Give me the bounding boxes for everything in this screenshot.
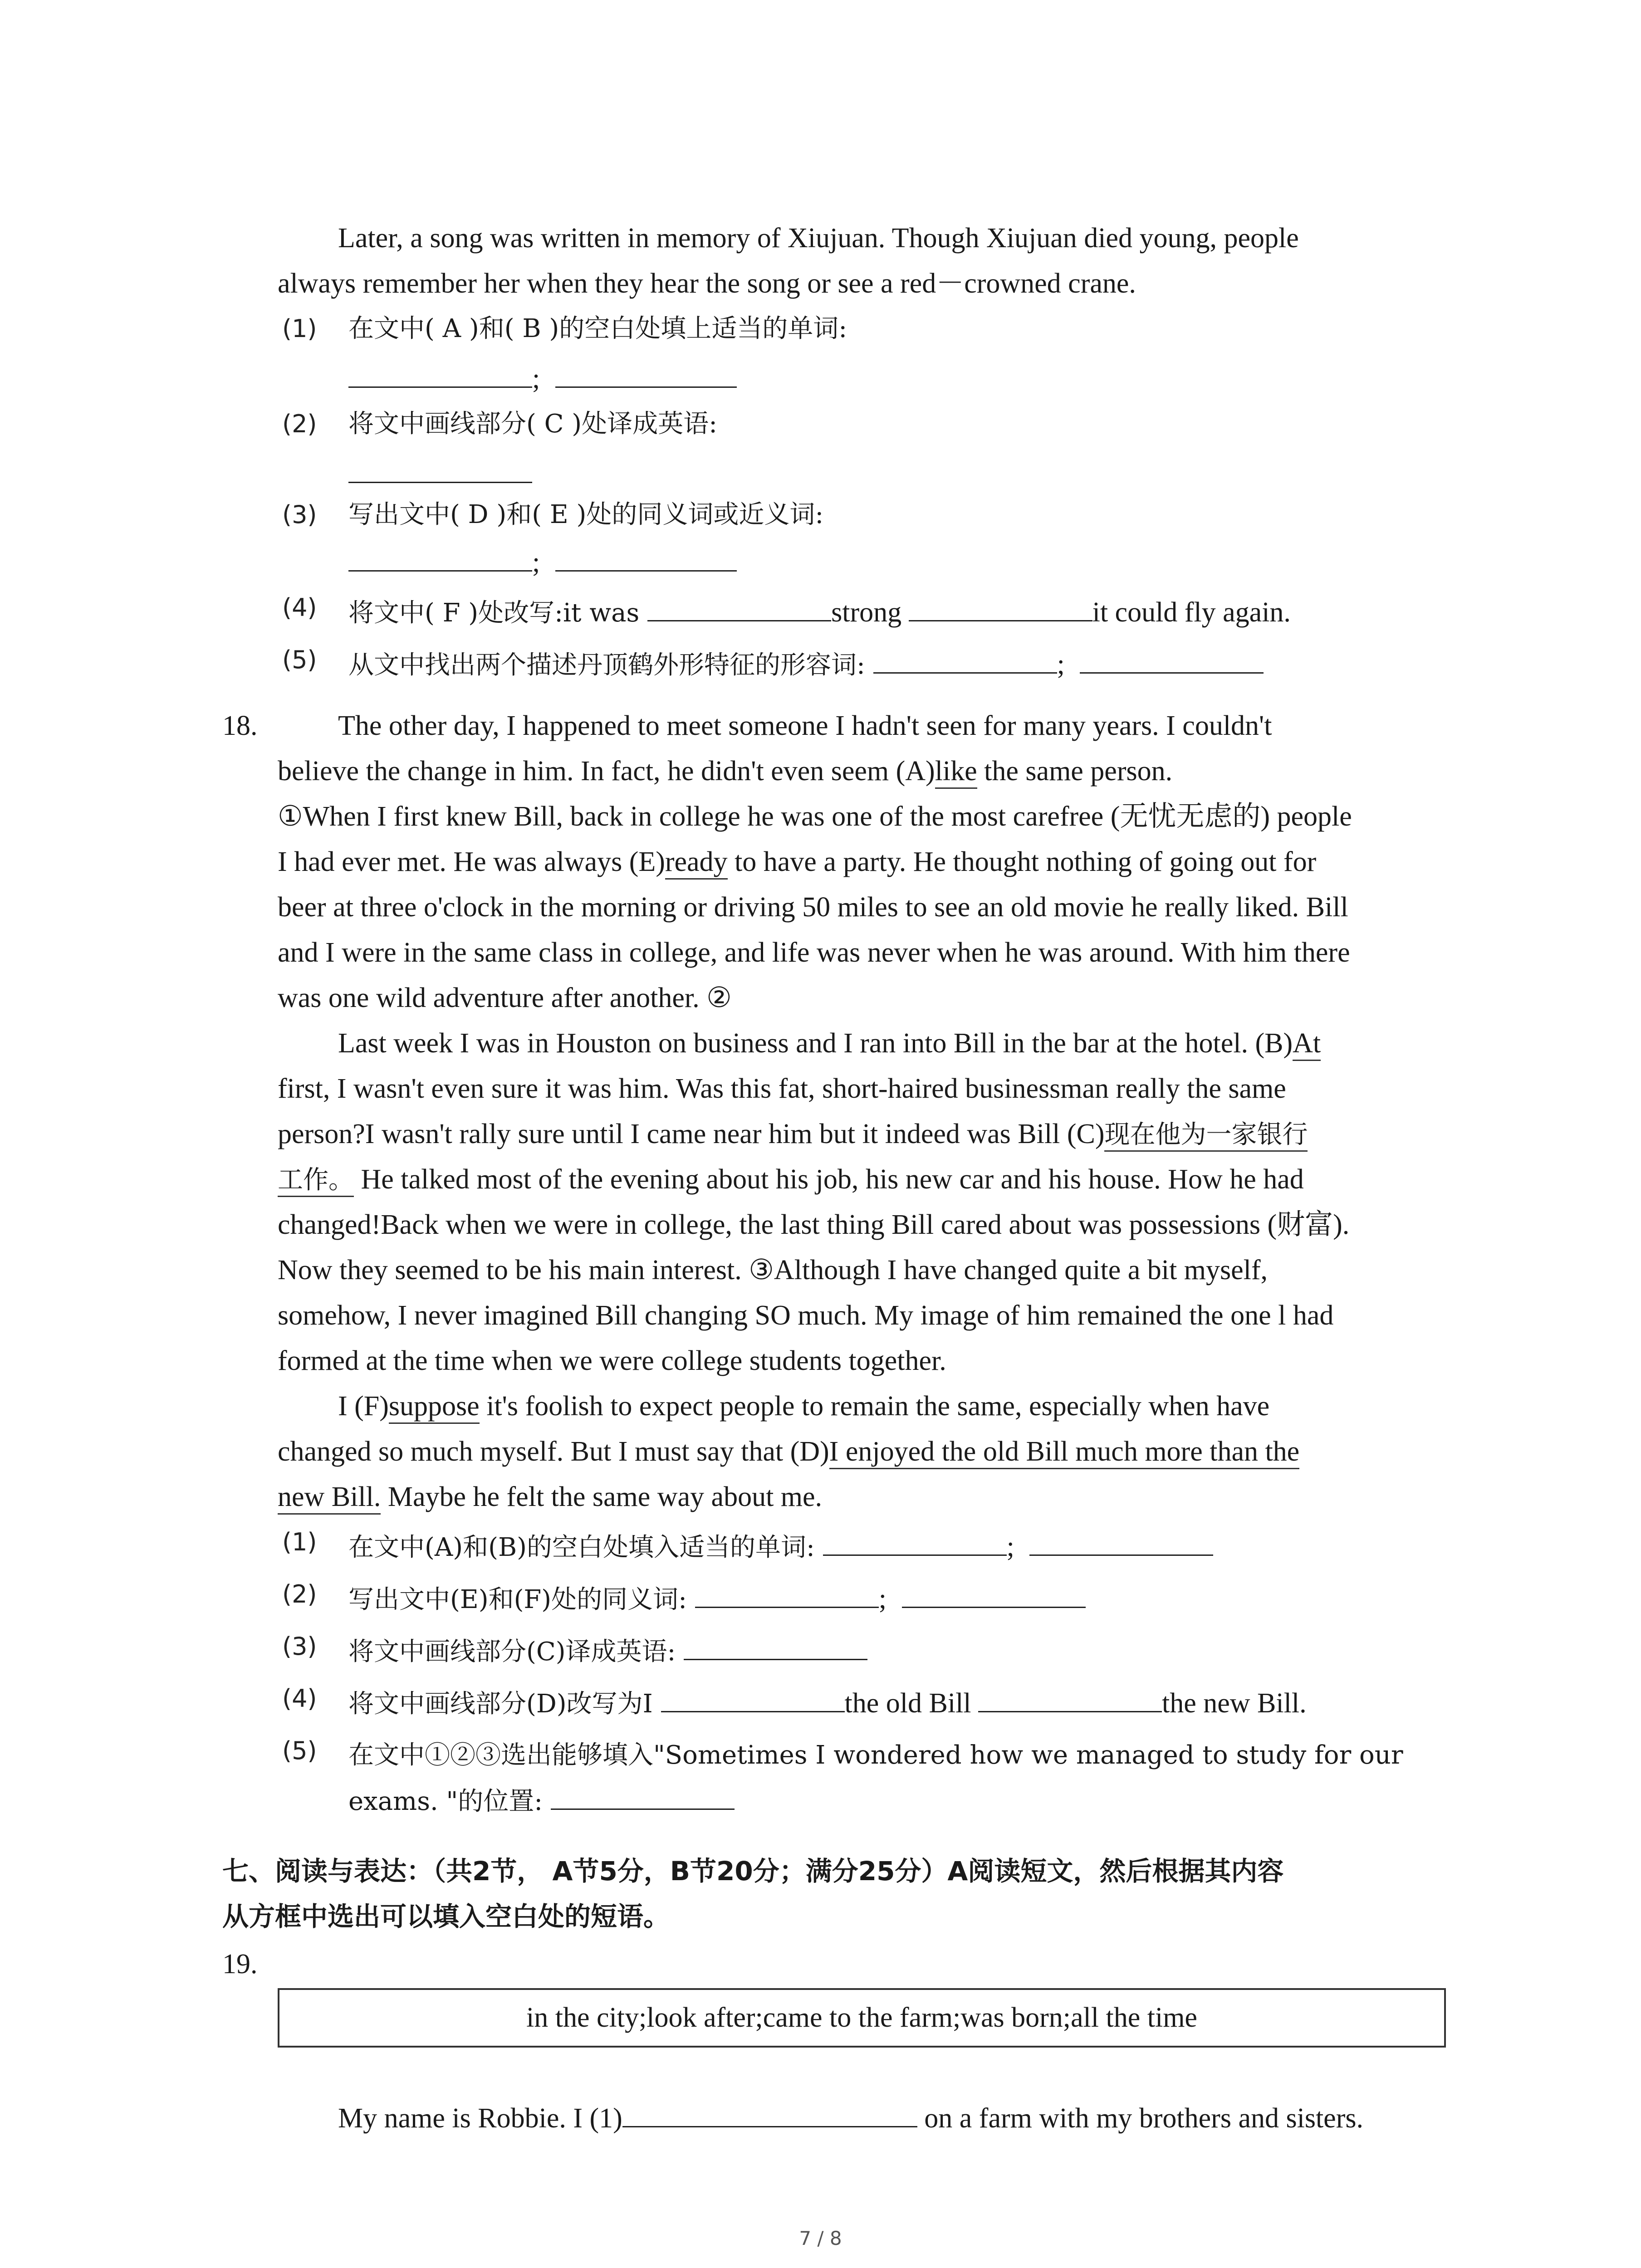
question-number: (5)	[282, 1736, 317, 1765]
question-number: (1)	[282, 314, 317, 343]
answer-blank[interactable]	[647, 597, 831, 621]
answer-blank[interactable]	[978, 1688, 1162, 1712]
underlined-phrase: I enjoyed the old Bill much more than the	[829, 1436, 1300, 1469]
question-number: (4)	[282, 593, 317, 622]
underlined-word: suppose	[389, 1391, 480, 1424]
answer-blank[interactable]	[684, 1636, 867, 1660]
word-bank-box: in the city;look after;came to the farm;was born;all the time	[278, 1988, 1446, 2048]
separator: ;	[532, 547, 540, 578]
paragraph-line: new Bill. Maybe he felt the same way about me.	[278, 1479, 822, 1515]
paragraph-line: I had ever met. He was always (E)ready to have a party. He thought nothing of going out for	[278, 844, 1316, 880]
paragraph-line: changed!Back when we were in college, the last thing Bill cared about was possessions (财富).	[278, 1209, 1350, 1240]
question-number: (5)	[282, 645, 317, 674]
answer-row	[348, 544, 737, 581]
paragraph-line: I (F)suppose it's foolish to expect people to remain the same, especially when have	[338, 1388, 1269, 1424]
paragraph-line: Now they seemed to be his main interest. ③Although I have changed quite a bit myself,	[278, 1255, 1268, 1286]
paragraph-line: person?I wasn't rally sure until I came near him but it indeed was Bill (C)现在他为一家银行	[278, 1116, 1308, 1153]
question-text-part: 将文中( F )处改写:it was	[348, 598, 648, 628]
answer-blank[interactable]	[695, 1584, 879, 1608]
paragraph-line: The other day, I happened to meet someone I hadn't seen for many years. I couldn't	[338, 710, 1272, 741]
underlined-phrase: new Bill.	[278, 1481, 381, 1515]
answer-blank[interactable]	[551, 1786, 735, 1810]
answer-blank[interactable]	[902, 1584, 1086, 1608]
question-number: (1)	[282, 1528, 317, 1556]
separator: ;	[1006, 1531, 1014, 1562]
answer-blank[interactable]	[348, 459, 532, 483]
paragraph-line: Last week I was in Houston on business and I ran into Bill in the bar at the hotel. (B)At	[338, 1025, 1321, 1061]
paragraph-line: and I were in the same class in college, and life was never when he was around. With him there	[278, 937, 1350, 968]
underlined-word: ready	[665, 846, 728, 880]
answer-blank[interactable]	[555, 364, 737, 388]
paragraph-line: beer at three o'clock in the morning or driving 50 miles to see an old movie he really liked. Bill	[278, 892, 1348, 923]
paragraph-line: somehow, I never imagined Bill changing SO much. My image of him remained the one l had	[278, 1300, 1334, 1331]
question-number: (3)	[282, 1632, 317, 1661]
paragraph-line: was one wild adventure after another. ②	[278, 982, 732, 1013]
question-text: 将文中画线部分(D)改写为I the old Bill the new Bill.	[348, 1688, 1307, 1719]
question-text-part: 从文中找出两个描述丹顶鹤外形特征的形容词:	[348, 650, 873, 680]
answer-blank[interactable]	[348, 364, 532, 388]
answer-blank[interactable]	[873, 650, 1057, 674]
question-number: (2)	[282, 410, 317, 438]
question-text: 将文中画线部分( C )处译成英语:	[348, 409, 718, 439]
paragraph-line: changed so much myself. But I must say that (D)I enjoyed the old Bill much more than the	[278, 1433, 1299, 1470]
underlined-word: At	[1293, 1028, 1321, 1061]
answer-blank[interactable]	[823, 1532, 1007, 1556]
separator: ;	[878, 1584, 887, 1614]
question-number: (2)	[282, 1580, 317, 1608]
question-number: (3)	[282, 500, 317, 529]
section-heading: 从方框中选出可以填入空白处的短语。	[222, 1901, 670, 1932]
answer-row	[348, 361, 737, 397]
answer-blank[interactable]	[348, 547, 532, 572]
paragraph-line: first, I wasn't even sure it was him. Was this fat, short-haired businessman really the same	[278, 1073, 1286, 1104]
question-text: 在文中(A)和(B)的空白处填入适当的单词: ;	[348, 1529, 1213, 1566]
paragraph-line: always remember her when they hear the song or see a red－crowned crane.	[278, 268, 1136, 299]
answer-row	[348, 456, 532, 492]
question-text: 在文中①②③选出能够填入"Sometimes I wondered how we managed to study for our	[348, 1740, 1403, 1770]
answer-blank[interactable]	[909, 597, 1092, 621]
question-number: (4)	[282, 1684, 317, 1713]
paragraph-line: believe the change in him. In fact, he didn't even seem (A)like the same person.	[278, 753, 1172, 789]
question-text: 写出文中( D )和( E )处的同义词或近义词:	[348, 500, 824, 529]
question-text-part: strong	[831, 597, 909, 628]
paragraph-line: ①When I first knew Bill, back in college he was one of the most carefree (无忧无虑的) people	[278, 801, 1352, 832]
answer-blank[interactable]	[1080, 650, 1264, 674]
question-text	[348, 646, 1264, 684]
separator: ;	[1057, 649, 1065, 680]
underlined-phrase: 现在他为一家银行	[1104, 1120, 1308, 1152]
answer-blank[interactable]	[622, 2103, 917, 2127]
question-text: exams. "的位置:	[348, 1783, 735, 1820]
paragraph-line: Later, a song was written in memory of Xiujuan. Though Xiujuan died young, people	[338, 223, 1299, 254]
underlined-word: like	[935, 756, 977, 789]
page-number: 7 / 8	[799, 2227, 842, 2249]
section-heading: 七、阅读与表达：（共2节， A节5分，B节20分；满分25分）A阅读短文，然后根据其内容	[222, 1856, 1284, 1887]
question-text-part: it could fly again.	[1092, 597, 1291, 628]
paragraph-line: 工作。 He talked most of the evening about his job, his new car and his house. How he had	[278, 1161, 1304, 1198]
paragraph-line: My name is Robbie. I (1) on a farm with my brothers and sisters.	[338, 2103, 1363, 2134]
answer-blank[interactable]	[555, 547, 737, 572]
answer-blank[interactable]	[1029, 1532, 1213, 1556]
answer-blank[interactable]	[661, 1688, 845, 1712]
question-text: 写出文中(E)和(F)处的同义词: ;	[348, 1581, 1086, 1618]
separator: ;	[532, 363, 540, 394]
question-text	[348, 594, 1291, 631]
question-number: 18.	[222, 710, 258, 741]
underlined-phrase: 工作。	[278, 1165, 354, 1197]
question-number: 19.	[222, 1949, 258, 1980]
paragraph-line: formed at the time when we were college students together.	[278, 1345, 946, 1376]
question-text: 将文中画线部分(C)译成英语:	[348, 1633, 867, 1670]
question-text: 在文中( A )和( B )的空白处填上适当的单词:	[348, 314, 847, 343]
